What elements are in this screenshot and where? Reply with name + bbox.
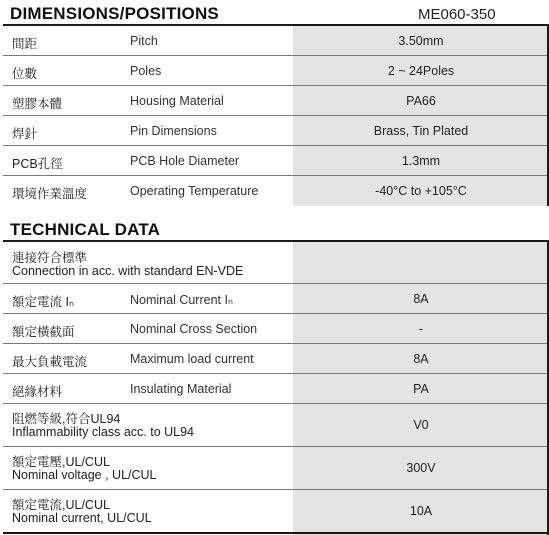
- row-value: PA: [413, 382, 429, 396]
- row-label-zh: 間距: [12, 37, 38, 51]
- row-label-en: Insulating Material: [130, 382, 232, 396]
- row-value: 8A: [413, 352, 429, 366]
- table-row: [0, 146, 549, 176]
- dimensions-title: DIMENSIONS/POSITIONS: [10, 4, 219, 23]
- row-label-en: Nominal Current Iₙ: [130, 293, 233, 307]
- row-label-zh: 焊針: [12, 127, 38, 141]
- row-label-zh: 絕緣材料: [12, 385, 63, 399]
- dimensions-header: [0, 2, 549, 24]
- table-row: [0, 404, 549, 447]
- row-value: 10A: [409, 504, 433, 518]
- technical-title: TECHNICAL DATA: [10, 220, 161, 239]
- table-row: [0, 374, 549, 404]
- row-label-zh: 額定電壓,UL/CUL: [12, 455, 110, 469]
- row-value: 3.50mm: [398, 34, 444, 48]
- row-value: V0: [413, 418, 429, 432]
- bottom-rule: [3, 532, 549, 534]
- row-label-zh: 額定電流,UL/CUL: [12, 498, 110, 512]
- row-label-en: Housing Material: [130, 94, 224, 108]
- row-label-en: Pin Dimensions: [130, 124, 217, 138]
- table-row: [0, 56, 549, 86]
- table-row: [0, 26, 549, 56]
- row-label-en: PCB Hole Diameter: [130, 154, 240, 168]
- row-value: -: [418, 322, 424, 336]
- row-label-zh: 位數: [12, 67, 38, 81]
- table-row: [0, 314, 549, 344]
- row-value: -40°C to +105°C: [375, 184, 467, 198]
- row-value: 1.3mm: [401, 154, 441, 168]
- row-label-zh: PCB孔徑: [12, 157, 63, 171]
- row-label-en: Nominal current, UL/CUL: [12, 511, 152, 525]
- row-label-en: Nominal voltage , UL/CUL: [12, 468, 157, 482]
- table-row: [0, 344, 549, 374]
- row-value: 2 ~ 24Poles: [387, 64, 455, 78]
- row-label-zh: 最大負載電流: [12, 355, 88, 369]
- row-label-en: Nominal Cross Section: [130, 322, 258, 336]
- row-value: 8A: [413, 292, 429, 306]
- row-label-en: Connection in acc. with standard EN-VDE: [12, 264, 244, 278]
- row-label-zh: 塑膠本體: [12, 97, 63, 111]
- row-value: PA66: [406, 94, 436, 108]
- row-label-en: Pitch: [130, 34, 158, 48]
- row-label-en: Poles: [130, 64, 162, 78]
- model-code: ME060-350: [418, 6, 496, 23]
- row-label-zh: 連接符合標準: [12, 251, 88, 265]
- technical-header: [0, 218, 549, 240]
- table-row: [0, 490, 549, 533]
- row-label-en: Operating Temperature: [130, 184, 259, 198]
- row-label-zh: 額定電流 Iₙ: [12, 295, 74, 309]
- table-row: [0, 176, 549, 206]
- row-value: Brass, Tin Plated: [373, 124, 469, 138]
- row-label-en: Inflammability class acc. to UL94: [12, 425, 195, 439]
- row-label-en: Maximum load current: [130, 352, 254, 366]
- table-row: [0, 284, 549, 314]
- table-row: [0, 86, 549, 116]
- table-row: [0, 116, 549, 146]
- row-value: 300V: [406, 461, 436, 475]
- row-label-zh: 額定橫截面: [12, 325, 75, 339]
- table-row: [0, 242, 549, 284]
- table-row: [0, 447, 549, 490]
- row-label-zh: 阻燃等級,符合UL94: [12, 412, 121, 426]
- row-label-zh: 環境作業溫度: [12, 187, 88, 201]
